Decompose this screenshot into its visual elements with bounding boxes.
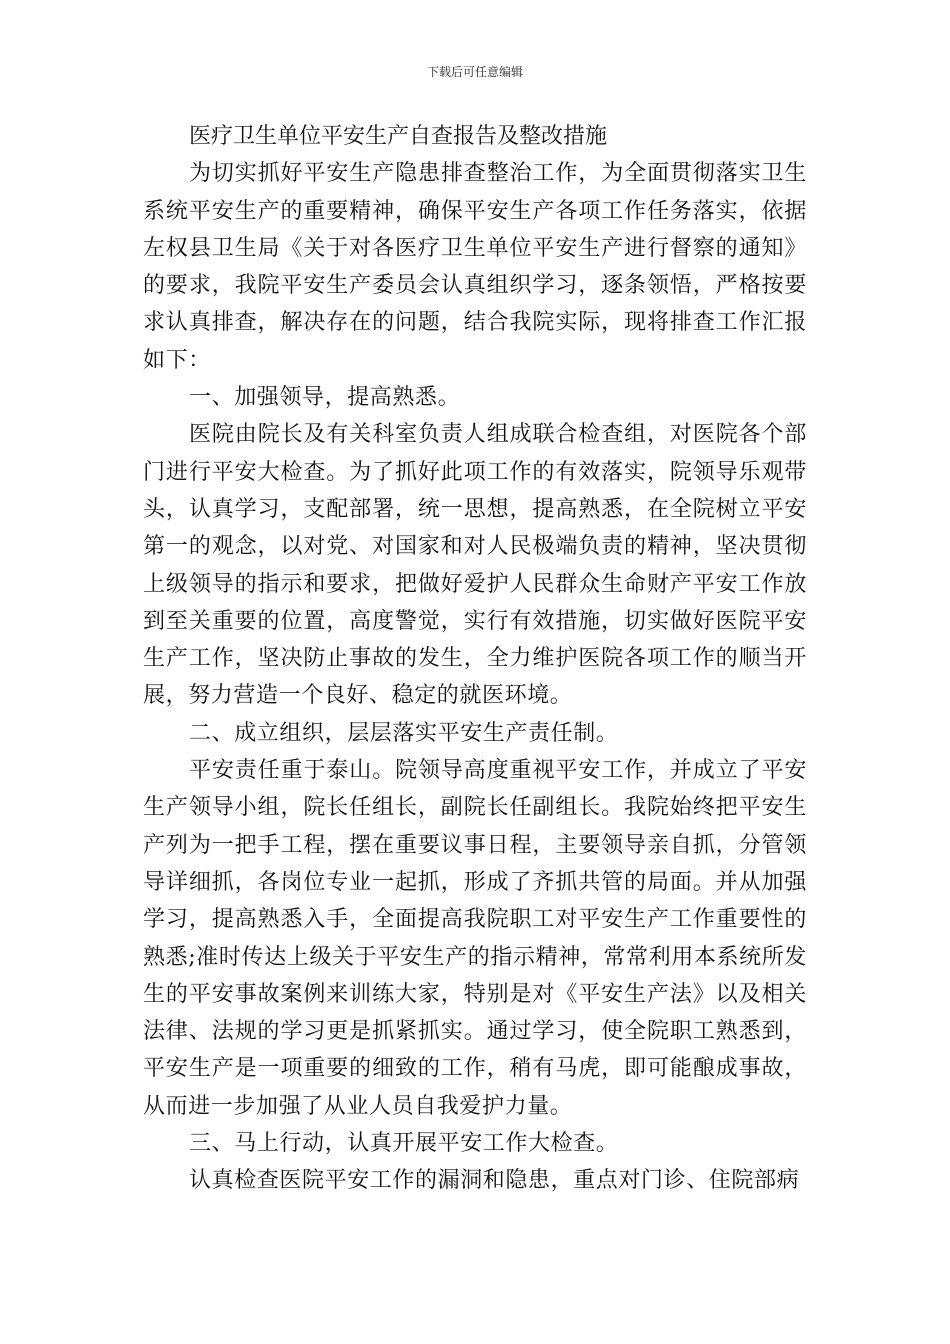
paragraph-section-1: 医院由院长及有关科室负责人组成联合检查组，对医院各个部门进行平安大检查。为了抓好此项工作的有效落实，院领导乐观带头，认真学习，支配部署，统一思想，提高熟悉，在全院树立平安第一的观念，以对党、对国家和对人民极端负责的精神，坚决贯彻上级领导的指示和要求，把做好爱护人民群众生命财产平安工作放到至关重要的位置，高度警觉，实行有效措施，切实做好医院平安生产工作，坚决防止事故的发生，全力维护医院各项工作的顺当开展，努力营造一个良好、稳定的就医环境。	[143, 422, 807, 709]
section-heading-1: 一、加强领导，提高熟悉。	[189, 385, 461, 411]
page-header-note: 下载后可任意编辑	[426, 65, 523, 79]
document-title: 医疗卫生单位平安生产自查报告及整改措施	[189, 124, 608, 149]
section-heading-2: 二、成立组织，层层落实平安生产责任制。	[189, 720, 619, 746]
paragraph-section-3: 认真检查医院平安工作的漏洞和隐患，重点对门诊、住院部病	[189, 1168, 800, 1194]
paragraph-section-2: 平安责任重于泰山。院领导高度重视平安工作，并成立了平安生产领导小组，院长任组长，副院长任副组长。我院始终把平安生产列为一把手工程，摆在重要议事日程，主要领导亲自抓，分管领导详细抓，各岗位专业一起抓，形成了齐抓共管的局面。并从加强学习，提高熟悉入手，全面提高我院职工对平安生产工作重要性的熟悉;准时传达上级关于平安生产的指示精神，常常利用本系统所发生的平安事故案例来训练大家，特别是对《平安生产法》以及相关法律、法规的学习更是抓紧抓实。通过学习，使全院职工熟悉到，平安生产是一项重要的细致的工作，稍有马虎，即可能酿成事故，从而进一步加强了从业人员自我爱护力量。	[143, 758, 807, 1119]
section-heading-3: 三、马上行动，认真开展平安工作大检查。	[189, 1131, 619, 1157]
document-body	[143, 118, 807, 1200]
paragraph-intro: 为切实抓好平安生产隐患排查整治工作，为全面贯彻落实卫生系统平安生产的重要精神，确保平安生产各项工作任务落实，依据左权县卫生局《关于对各医疗卫生单位平安生产进行督察的通知》的要求，我院平安生产委员会认真组织学习，逐条领悟，严格按要求认真排查，解决存在的问题，结合我院实际，现将排查工作汇报如下：	[143, 161, 807, 373]
